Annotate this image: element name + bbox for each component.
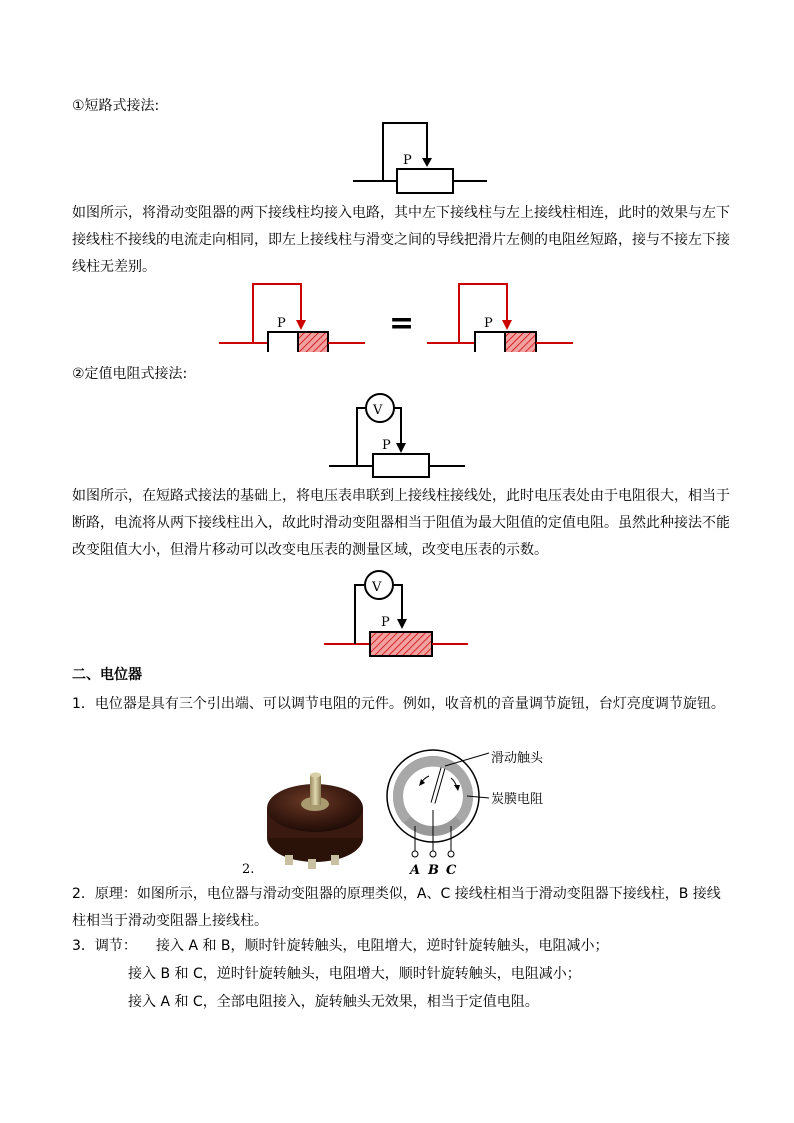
voltmeter-v-label: V: [373, 403, 383, 418]
item-3-line-1: 接入 A 和 B，顺时针旋转触头，电阻增大，逆时针旋转触头，电阻减小；: [156, 938, 609, 954]
voltmeter-diagram: [325, 393, 470, 483]
item-3-prefix: 3．调节：: [72, 938, 137, 954]
equals-sign: =: [389, 306, 415, 341]
item-3-line-3: 接入 A 和 C，全部电阻接入，旋转触头无效果，相当于定值电阻。: [128, 994, 539, 1010]
slider-p-label-left: P: [277, 316, 286, 331]
photo-caption: 2.: [242, 862, 255, 875]
terminal-b-label: B: [428, 863, 439, 878]
slider-p-label: P: [403, 153, 412, 168]
potentiometer-diagram: [385, 748, 560, 878]
item-1-definition: 1．电位器是具有三个引出端、可以调节电阻的元件。例如，收音机的音量调节旋钮，台灯亮度调节旋钮。: [72, 696, 725, 712]
voltmeter-v-label-2: V: [372, 580, 382, 595]
slider-p-label-voltmeter: P: [382, 438, 391, 453]
slider-contact-label: 滑动触头: [491, 751, 544, 766]
equivalence-diagram: [215, 280, 580, 352]
section-heading-short-circuit: ①短路式接法:: [72, 98, 160, 114]
item-3-line-2: 接入 B 和 C，逆时针旋转触头，电阻增大，顺时针旋转触头，电阻减小；: [128, 966, 581, 982]
section-heading-potentiometer: 二、电位器: [72, 667, 142, 683]
short-circuit-diagram: [345, 118, 495, 196]
item-2-principle: 2．原理：如图所示，电位器与滑动变阻器的原理类似，A、C 接线柱相当于滑动变阻器下接线柱，B 接线柱相当于滑动变阻器上接线柱。: [72, 886, 721, 929]
slider-p-label-right: P: [484, 316, 493, 331]
terminal-c-label: C: [446, 863, 457, 878]
section-heading-fixed-resistor: ②定值电阻式接法:: [72, 366, 188, 382]
potentiometer-photo: [240, 760, 380, 875]
paragraph-short-circuit: 如图所示，将滑动变阻器的两下接线柱均接入电路，其中左下接线柱与左上接线柱相连，此时的效果与左下接线柱不接线的电流走向相同，即左上接线柱与滑变之间的导线把滑片左侧的电阻丝短路，接与不接左下接线柱无差别。: [72, 205, 730, 275]
paragraph-fixed-resistor: 如图所示，在短路式接法的基础上，将电压表串联到上接线柱接线处，此时电压表处由于电阻很大，相当于断路，电流将从两下接线柱出入，故此时滑动变阻器相当于阻值为最大阻值的定值电阻。虽然此种接法不能改变阻值大小，但滑片移动可以改变电压表的测量区域，改变电压表的示数。: [72, 488, 730, 558]
slider-p-label-voltmeter-2: P: [381, 615, 390, 630]
terminal-a-label: A: [410, 863, 421, 878]
carbon-film-label: 炭膜电阻: [491, 792, 544, 807]
voltmeter-full-resistor-diagram: [320, 568, 472, 658]
